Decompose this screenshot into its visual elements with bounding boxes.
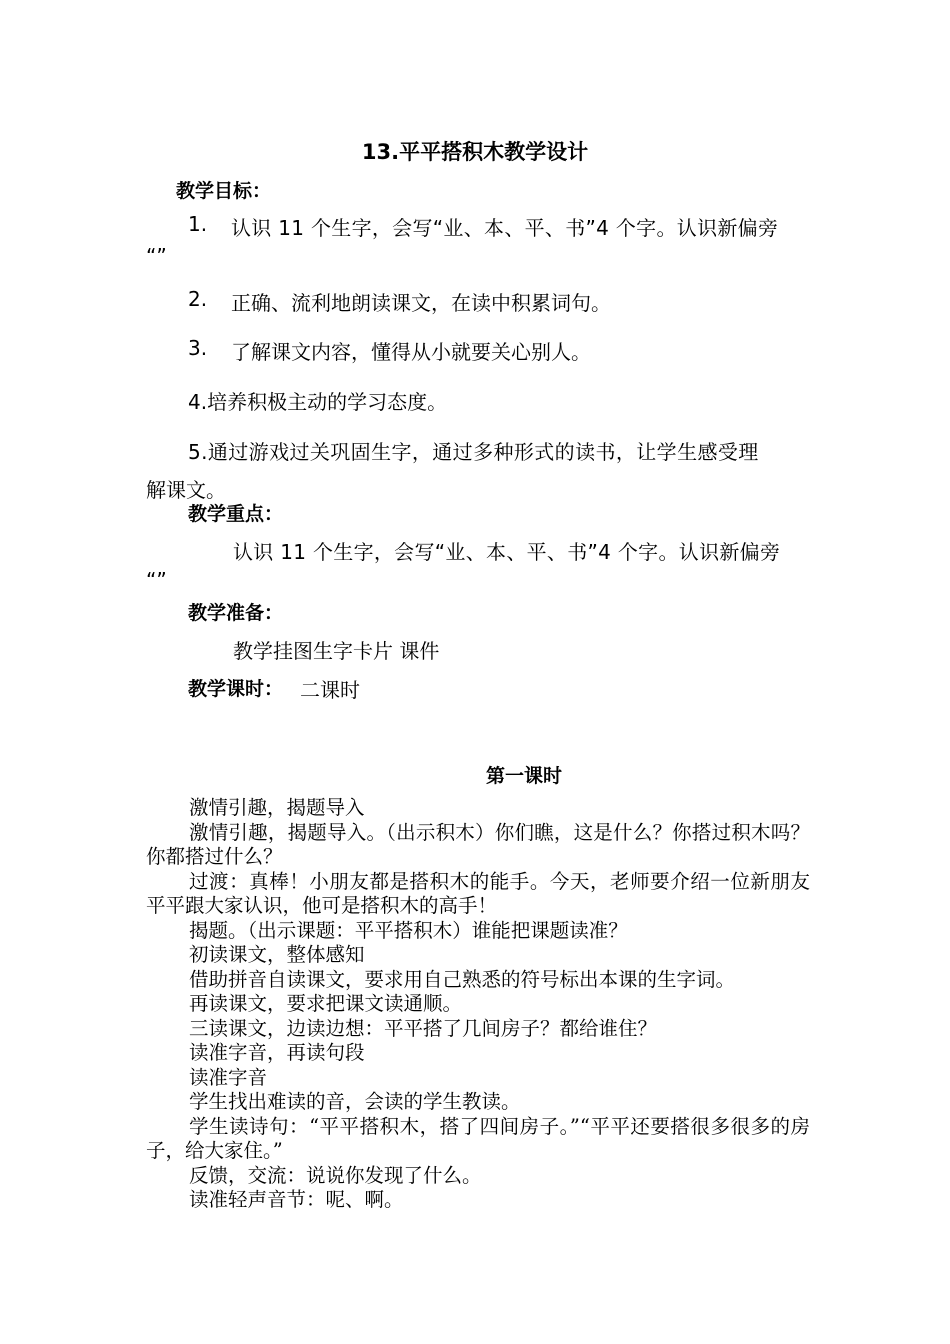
objective-2-text: 正确、流利地朗读课文，在读中积累词句。 — [231, 291, 611, 315]
paragraph: 读准字音 — [189, 1065, 268, 1089]
paragraph: 反馈，交流：说说你发现了什么。 — [189, 1163, 482, 1187]
objective-2-number: 2. — [188, 287, 208, 311]
document-title: 13.平平搭积木教学设计 — [361, 140, 589, 164]
objectives-heading: 教学目标： — [176, 180, 272, 202]
key-points-heading: 教学重点： — [188, 503, 284, 525]
objective-5-text: 5.通过游戏过关巩固生字，通过多种形式的读书，让学生感受理 — [188, 440, 759, 464]
objective-3-text: 了解课文内容，懂得从小就要关心别人。 — [231, 340, 591, 364]
paragraph: 激情引趣，揭题导入 — [189, 796, 365, 819]
paragraph: 读准字音，再读句段 — [189, 1041, 365, 1064]
paragraph: 三读课文，边读边想：平平搭了几间房子？都给谁住？ — [189, 1016, 658, 1040]
objective-1-text: 认识 11 个生字，会写“业、本、平、书”4 个字。认识新偏旁 — [231, 216, 779, 240]
paragraph: 借助拼音自读课文，要求用自己熟悉的符号标出本课的生字词。 — [189, 967, 736, 991]
paragraph: 激情引趣，揭题导入。（出示积木）你们瞧，这是什么？你搭过积木吗？你都搭过什么？ — [146, 820, 810, 868]
periods-value: 二课时 — [300, 678, 360, 702]
paragraph: 初读课文，整体感知 — [189, 943, 365, 966]
paragraph: 过渡：真棒！小朋友都是搭积木的能手。今天，老师要介绍一位新朋友平平跟大家认识，他可是搭积木的高手！ — [146, 869, 810, 917]
key-points-continuation: “” — [146, 568, 167, 592]
paragraph: 读准轻声音节：呢、啊。 — [189, 1188, 404, 1211]
objective-3-number: 3. — [188, 336, 208, 360]
key-points-text: 认识 11 个生字，会写“业、本、平、书”4 个字。认识新偏旁 — [233, 540, 781, 564]
paragraph: 再读课文，要求把课文读通顺。 — [189, 992, 463, 1015]
paragraph: 学生读诗句：“平平搭积木，搭了四间房子。”“平平还要搭很多很多的房子，给大家住。” — [146, 1114, 810, 1162]
objective-5-continuation: 解课文。 — [146, 478, 226, 502]
objective-1-continuation: “” — [146, 244, 167, 268]
chapter-title: 第一课时 — [486, 765, 563, 787]
preparation-heading: 教学准备： — [188, 602, 284, 624]
paragraph: 揭题。（出示课题：平平搭积木）谁能把课题读准？ — [189, 918, 628, 942]
paragraph: 学生找出难读的音，会读的学生教读。 — [189, 1090, 521, 1113]
objective-4-text: 4.培养积极主动的学习态度。 — [188, 390, 448, 414]
periods-heading: 教学课时： — [188, 678, 284, 700]
lesson-body — [146, 796, 810, 1213]
objective-1-number: 1. — [188, 212, 208, 236]
preparation-text: 教学挂图生字卡片 课件 — [233, 639, 440, 663]
